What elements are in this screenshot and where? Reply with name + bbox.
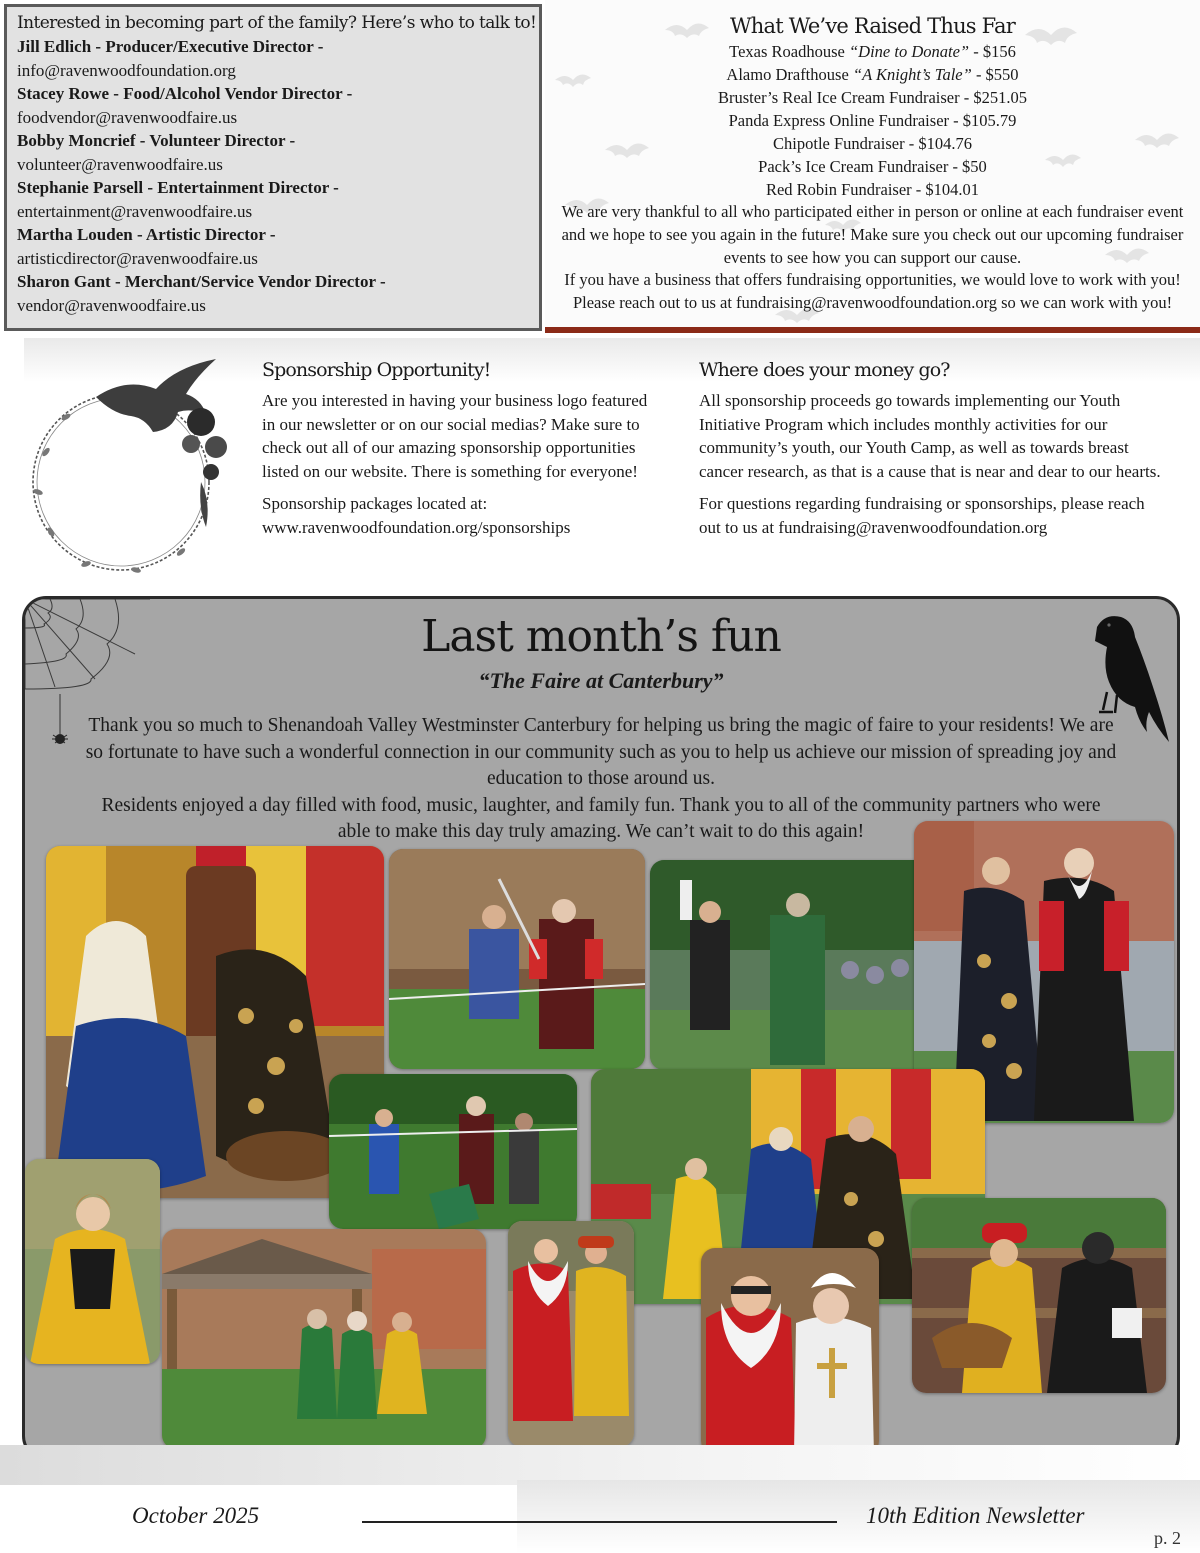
fundraiser-item: Panda Express Online Fundraiser - $105.79: [728, 111, 1017, 130]
contact-email[interactable]: entertainment@ravenwoodfaire.us: [17, 201, 253, 221]
contacts-box: [4, 4, 542, 331]
photo-sword-demo: [389, 849, 645, 1069]
contact-entry: [17, 223, 529, 270]
footer-shade: [517, 1480, 1200, 1553]
sponsorship-packages-label: Sponsorship packages located at:: [262, 494, 488, 513]
thanks-paragraph: We are very thankful to all who participated either in person or online at each fundraiser event and we hope to see you again in the future! Make sure you check out our upcoming fundraiser events to see how you can support our cause.: [561, 202, 1184, 267]
money-questions: For questions regarding fundraising or sponsorships, please reach out to us at fundraising@ravenwoodfoundation.org: [699, 494, 1145, 537]
contact-email[interactable]: foodvendor@ravenwoodfaire.us: [17, 107, 238, 127]
sponsorship-body: Are you interested in having your business logo featured in our newsletter or on our social medias? Make sure to check out all of our amazing sponsorship opportunities listed on our website. There is something for everyone!: [262, 391, 648, 481]
contact-entry: [17, 176, 529, 223]
last-month-panel: [22, 596, 1180, 1460]
contact-name: Bobby Moncrief - Volunteer Director -: [17, 131, 296, 150]
fundraiser-item: Red Robin Fundraiser - $104.01: [765, 180, 980, 199]
photo-gazebo-dance: [162, 1229, 486, 1449]
sponsorship-heading: Sponsorship Opportunity!: [262, 359, 491, 381]
fun-paragraph: Thank you so much to Shenandoah Valley Westminster Canterbury for helping us bring the magic of faire to your residents! We are so fortunate to have such a wonderful connection in our community such as you to help us achieve our mission of spreading joy and education to those around us.: [85, 715, 1117, 789]
fundraiser-item: Texas Roadhouse “Dine to Donate” - $156: [729, 42, 1016, 61]
photo-santa-and-jester: [508, 1221, 634, 1447]
fundraising-totals-box: [545, 0, 1200, 333]
contact-email[interactable]: vendor@ravenwoodfaire.us: [17, 295, 206, 315]
fun-subtitle: “The Faire at Canterbury”: [478, 668, 724, 693]
contact-name: Stacey Rowe - Food/Alcohol Vendor Director -: [17, 84, 353, 103]
contact-entry: [17, 270, 529, 317]
contact-name: Martha Louden - Artistic Director -: [17, 225, 276, 244]
contacts-heading: Interested in becoming part of the family? Here’s who to talk to!: [17, 13, 537, 33]
fun-paragraph: Residents enjoyed a day filled with food, music, laughter, and family fun. Thank you to all of the community partners who were able to make this day truly amazing. We can’t wait to do this again!: [101, 794, 1101, 842]
contact-name: Sharon Gant - Merchant/Service Vendor Director -: [17, 272, 386, 291]
photo-sword-fight-group: [329, 1074, 577, 1229]
money-column: [699, 357, 1169, 539]
business-paragraph: If you have a business that offers fundraising opportunities, we would love to work with you! Please reach out to us at fundraising@ravenwoodfoundation.org so we can work with you!: [564, 270, 1181, 313]
fundraiser-item: Pack’s Ice Cream Fundraiser - $50: [758, 157, 987, 176]
photo-santa-and-chef: [701, 1248, 879, 1455]
money-heading: Where does your money go?: [699, 359, 950, 381]
sponsorship-column: [262, 357, 662, 539]
footer-edition: 10th Edition Newsletter: [866, 1503, 1085, 1528]
photo-musicians: [912, 1198, 1166, 1393]
page-number: p. 2: [1154, 1528, 1181, 1548]
fun-title: Last month’s fun: [421, 611, 781, 662]
footer-shade: [0, 1445, 1200, 1485]
contact-email[interactable]: volunteer@ravenwoodfaire.us: [17, 154, 223, 174]
footer-divider: [362, 1521, 837, 1523]
footer-date: October 2025: [132, 1503, 260, 1528]
contact-name: Jill Edlich - Producer/Executive Director -: [17, 37, 324, 56]
fundraiser-item: Alamo Drafthouse “A Knight’s Tale” - $550: [726, 65, 1019, 84]
photo-duel-crowd: [650, 860, 928, 1070]
sponsorship-packages-link[interactable]: www.ravenwoodfoundation.org/sponsorships: [262, 517, 571, 537]
fundraiser-item: Chipotle Fundraiser - $104.76: [773, 134, 972, 153]
contact-entry: [17, 129, 529, 176]
photo-maiden-yellow: [25, 1159, 160, 1364]
raised-title: What We’ve Raised Thus Far: [730, 14, 1015, 38]
contact-entry: [17, 35, 529, 82]
contact-entry: [17, 82, 529, 129]
raven-wreath-icon: [26, 352, 241, 580]
contact-email[interactable]: info@ravenwoodfoundation.org: [17, 60, 236, 80]
money-body: All sponsorship proceeds go towards implementing our Youth Initiative Program which includes monthly activities for our community’s youth, our Youth Camp, as well as towards breast cancer research, as that is a cause that is near and dear to our hearts.: [699, 391, 1161, 481]
contact-name: Stephanie Parsell - Entertainment Director -: [17, 178, 339, 197]
contact-email[interactable]: artisticdirector@ravenwoodfaire.us: [17, 248, 258, 268]
fundraiser-item: Bruster’s Real Ice Cream Fundraiser - $251.05: [718, 88, 1027, 107]
